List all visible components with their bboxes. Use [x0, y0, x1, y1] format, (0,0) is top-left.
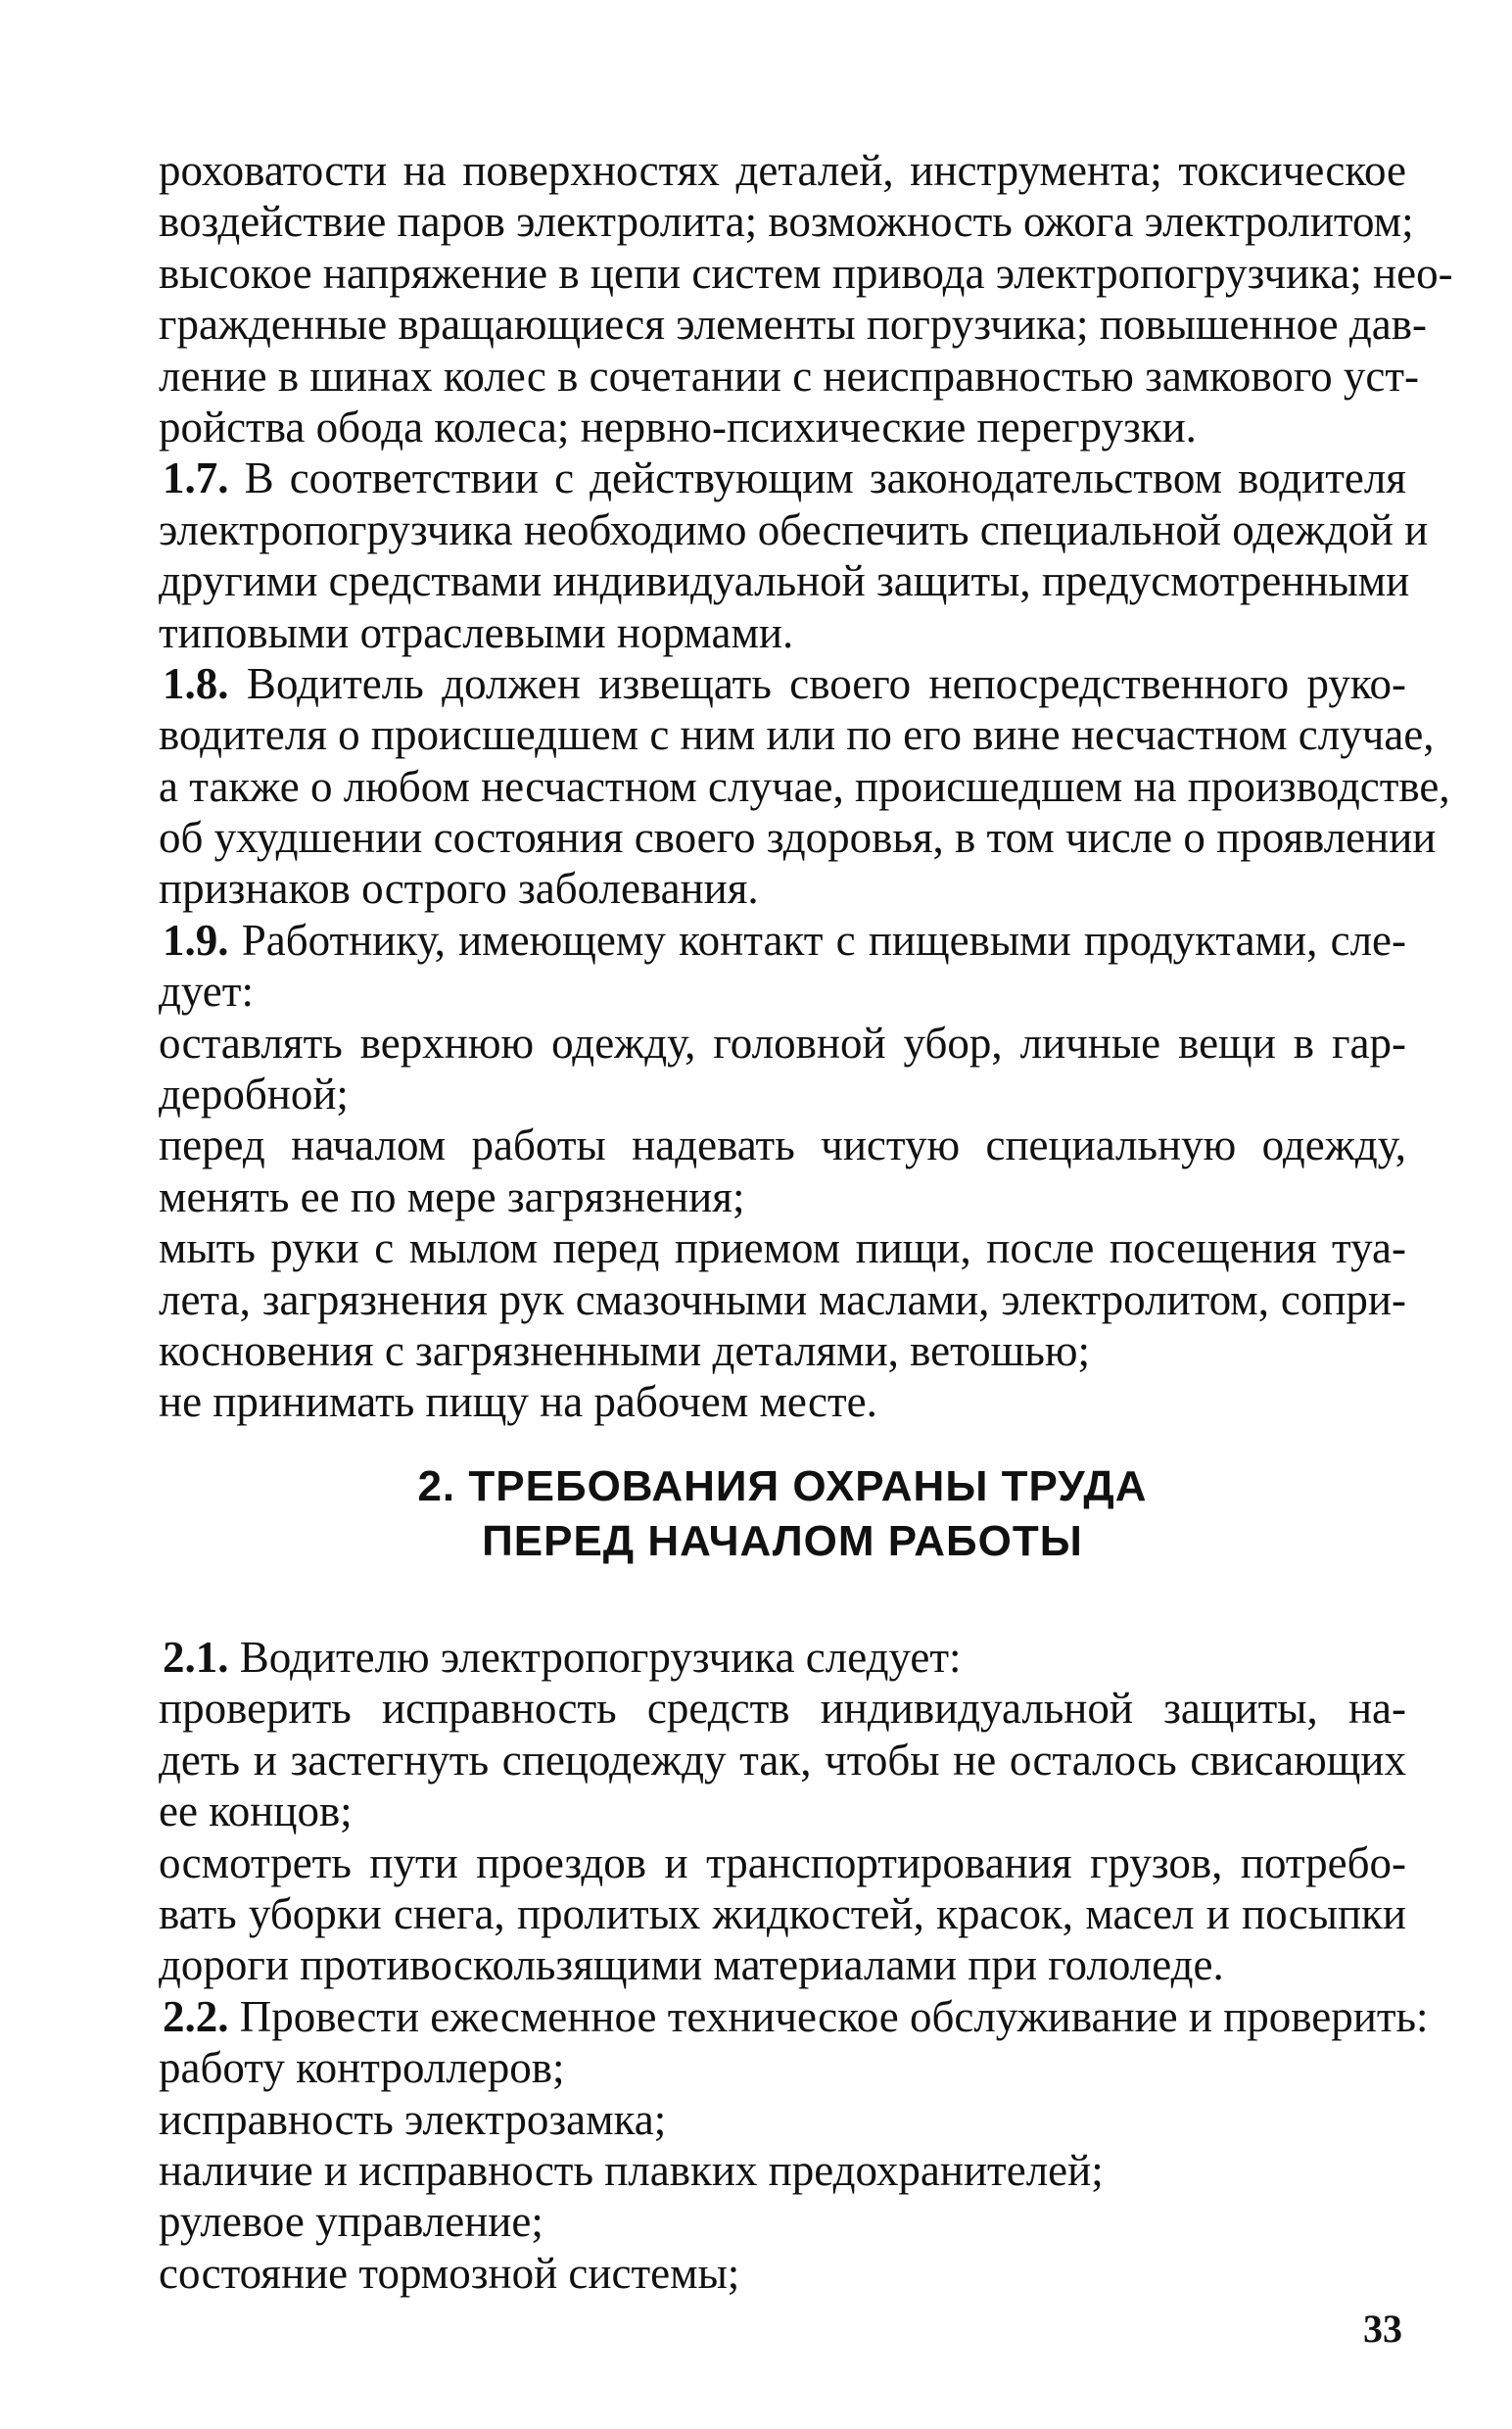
page-number: 33 [1363, 2307, 1402, 2351]
list-item-line: деробной; [159, 1070, 349, 1119]
text-line: высокое напряжение в цепи систем привода электропогрузчика; нео- [159, 248, 1453, 298]
clause-text: Водитель должен извещать своего непосредственного руко- [228, 658, 1406, 708]
clause-text: Водителю электропогрузчика следует: [228, 1633, 962, 1682]
text-line: роховатости на поверхностях деталей, инструмента; токсическое [159, 146, 1406, 195]
section-2-heading [159, 1459, 1406, 1569]
text-line: другими средствами индивидуальной защиты, предусмотренными [159, 556, 1410, 606]
list-item-line: деть и застегнуть спецодежду так, чтобы не осталось свисающих [159, 1735, 1406, 1785]
section-2-text [159, 1632, 1429, 2299]
text-line: ройства обода колеса; нервно-психические перегрузки. [159, 402, 1197, 452]
list-item-line: наличие и исправность плавких предохранителей; [159, 2145, 1104, 2195]
clause-text: Работнику, имеющему контакт с пищевыми продуктами, сле- [228, 915, 1406, 965]
clause-text: В соответствии с действующим законодательством водителя [228, 453, 1406, 503]
list-item-line: состояние тормозной системы; [159, 2248, 740, 2298]
text-line: об ухудшении состояния своего здоровья, в том числе о проявлении [159, 813, 1437, 863]
list-item-line: дороги противоскользящими материалами при гололеде. [159, 1940, 1224, 1990]
list-item-line: не принимать пищу на рабочем месте. [159, 1377, 877, 1427]
list-item-line: рулевое управление; [159, 2197, 543, 2247]
paragraph-1-9-first-line [159, 915, 1406, 966]
clause-number: 2.2. [163, 1991, 229, 2041]
text-line: водителя о происшедшем с ним или по его вине несчастном случае, [159, 710, 1435, 760]
clause-number: 1.7. [163, 453, 229, 503]
clause-number: 2.1. [163, 1633, 229, 1682]
list-item-line: работу контроллеров; [159, 2043, 565, 2093]
text-line: типовыми отраслевыми нормами. [159, 607, 794, 657]
text-line: дует: [159, 967, 254, 1017]
list-item-line: ее концов; [159, 1786, 353, 1836]
paragraph-2-1 [159, 1632, 1406, 1683]
text-line: гражденные вращающиеся элементы погрузчика; повышенное дав- [159, 300, 1428, 350]
list-item-line: вать уборки снега, пролитых жидкостей, красок, масел и посыпки [159, 1888, 1406, 1938]
text-line: воздействие паров электролита; возможность ожога электролитом; [159, 197, 1414, 247]
text-line: электропогрузчика необходимо обеспечить специальной одеждой и [159, 504, 1429, 554]
clause-text: Провести ежесменное техническое обслуживание и проверить: [228, 1991, 1429, 2041]
list-item-line: оставлять верхнюю одежду, головной убор, личные вещи в гар- [159, 1018, 1406, 1068]
section-1-text [159, 145, 1453, 1428]
list-item-line: лета, загрязнения рук смазочными маслами, электролитом, сопри- [159, 1274, 1406, 1324]
list-item-line: осмотреть пути проездов и транспортирования грузов, потребо- [159, 1837, 1406, 1887]
list-item-line: косновения с загрязненными деталями, ветошью; [159, 1325, 1090, 1375]
list-item-line: исправность электрозамка; [159, 2094, 667, 2144]
text-line: ление в шинах колес в сочетании с неисправностью замкового уст- [159, 351, 1420, 401]
heading-line-2: ПЕРЕД НАЧАЛОМ РАБОТЫ [482, 1517, 1083, 1565]
list-item-line: перед началом работы надевать чистую специальную одежду, [159, 1120, 1406, 1170]
heading-line-1: 2. ТРЕБОВАНИЯ ОХРАНЫ ТРУДА [417, 1462, 1148, 1510]
list-item-line: мыть руки с мылом перед приемом пищи, после посещения туа- [159, 1223, 1406, 1273]
list-item-line: менять ее по мере загрязнения; [159, 1171, 745, 1221]
list-item-line: проверить исправность средств индивидуальной защиты, на- [159, 1684, 1406, 1734]
text-line: а также о любом несчастном случае, происшедшем на производстве, [159, 761, 1450, 811]
text-line: признаков острого заболевания. [159, 864, 759, 914]
paragraph-1-8-first-line [159, 658, 1406, 709]
clause-number: 1.8. [163, 658, 229, 708]
clause-number: 1.9. [163, 915, 229, 965]
paragraph-2-2 [159, 1991, 1429, 2042]
paragraph-1-7-first-line [159, 452, 1406, 503]
